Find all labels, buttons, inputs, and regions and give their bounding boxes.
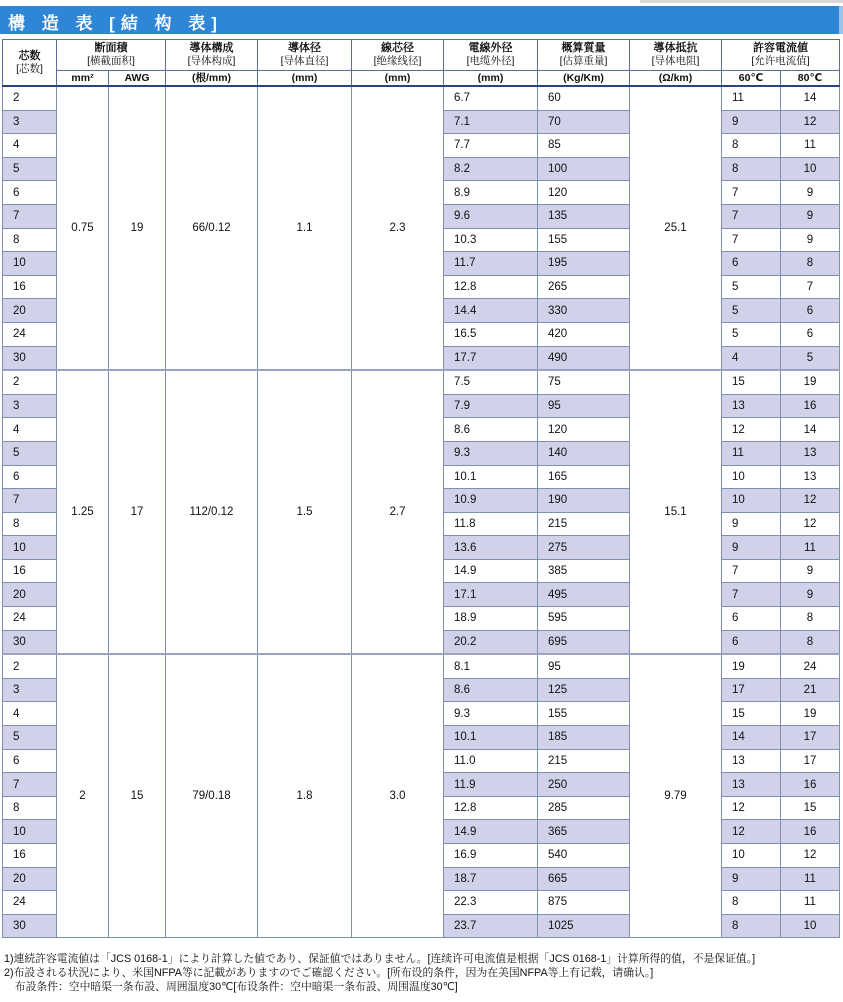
cell-60c: 8 (722, 134, 781, 158)
cell-weight: 195 (538, 252, 630, 276)
cell-cores: 3 (3, 110, 57, 134)
cell-80c: 12 (781, 844, 840, 868)
header-cond-dia-unit: (mm) (258, 71, 352, 87)
cell-outer: 10.1 (444, 465, 538, 489)
cell-80c: 17 (781, 749, 840, 773)
cell-60c: 17 (722, 678, 781, 702)
cell-weight: 540 (538, 844, 630, 868)
table-header (3, 40, 840, 87)
cell-outer: 8.2 (444, 157, 538, 181)
cell-cores: 5 (3, 726, 57, 750)
cell-80c: 10 (781, 157, 840, 181)
cell-cores: 8 (3, 512, 57, 536)
cell-cores: 7 (3, 204, 57, 228)
header-cond-dia: 導体径 [导体直径] (258, 40, 352, 71)
cell-60c: 6 (722, 630, 781, 654)
cell-cores: 4 (3, 134, 57, 158)
cell-resist: 9.79 (630, 654, 722, 938)
footnote-1: 1)連続許容電流値は「JCS 0168-1」により計算した値であり、保証値ではありません。[连续许可电流值是根据「JCS 0168-1」计算所得的值，不是保证值。] (4, 953, 756, 965)
cell-weight: 330 (538, 299, 630, 323)
cell-60c: 12 (722, 820, 781, 844)
header-resist: 導体抵抗 [导体电阻] (630, 40, 722, 71)
cell-weight: 420 (538, 322, 630, 346)
cell-80c: 7 (781, 275, 840, 299)
cell-cores: 6 (3, 465, 57, 489)
cell-resist: 25.1 (630, 86, 722, 370)
cell-outer: 10.1 (444, 726, 538, 750)
cell-weight: 695 (538, 630, 630, 654)
cell-outer: 7.7 (444, 134, 538, 158)
cell-outer: 7.1 (444, 110, 538, 134)
cell-80c: 11 (781, 536, 840, 560)
cell-80c: 14 (781, 418, 840, 442)
cell-outer: 23.7 (444, 914, 538, 938)
cell-cores: 10 (3, 536, 57, 560)
cell-outer: 11.0 (444, 749, 538, 773)
cell-60c: 19 (722, 654, 781, 678)
cell-weight: 875 (538, 891, 630, 915)
cell-cores: 6 (3, 749, 57, 773)
cell-60c: 7 (722, 181, 781, 205)
cell-mm2: 2 (57, 654, 109, 938)
cell-80c: 13 (781, 441, 840, 465)
cell-weight: 70 (538, 110, 630, 134)
cell-60c: 5 (722, 299, 781, 323)
cell-weight: 385 (538, 559, 630, 583)
cell-outer: 6.7 (444, 86, 538, 110)
cell-80c: 8 (781, 630, 840, 654)
cell-outer: 9.6 (444, 204, 538, 228)
table-body (3, 86, 840, 938)
cell-cores: 24 (3, 607, 57, 631)
cell-cores: 2 (3, 86, 57, 110)
cell-weight: 665 (538, 867, 630, 891)
header-current: 許容電流値 [允许电流值] (722, 40, 840, 71)
cell-60c: 9 (722, 110, 781, 134)
header-outer-unit: (mm) (444, 71, 538, 87)
cell-outer: 22.3 (444, 891, 538, 915)
cell-cores: 10 (3, 252, 57, 276)
cell-cores: 6 (3, 181, 57, 205)
cell-80c: 11 (781, 134, 840, 158)
header-ins-dia-unit: (mm) (352, 71, 444, 87)
cell-resist: 15.1 (630, 370, 722, 654)
cell-ins-dia: 2.7 (352, 370, 444, 654)
cell-cores: 5 (3, 157, 57, 181)
cell-outer: 8.1 (444, 654, 538, 678)
cell-80c: 9 (781, 559, 840, 583)
cell-cores: 5 (3, 441, 57, 465)
cell-60c: 8 (722, 914, 781, 938)
cell-outer: 9.3 (444, 441, 538, 465)
cell-cores: 4 (3, 418, 57, 442)
table-row (3, 370, 840, 394)
footnote-2: 2)布設される状況により、米国NFPA等に記載がありますのでご確認ください。[所布设的条件，因为在美国NFPA等上有记载，请确认。] (4, 967, 654, 979)
header-80c: 80℃ (781, 71, 840, 87)
cell-cond-dia: 1.5 (258, 370, 352, 654)
cell-60c: 14 (722, 726, 781, 750)
cell-outer: 17.7 (444, 346, 538, 370)
cell-80c: 19 (781, 702, 840, 726)
cell-80c: 14 (781, 86, 840, 110)
cell-60c: 9 (722, 867, 781, 891)
cell-80c: 11 (781, 867, 840, 891)
cell-80c: 16 (781, 820, 840, 844)
cell-weight: 1025 (538, 914, 630, 938)
cell-outer: 14.9 (444, 559, 538, 583)
cell-60c: 12 (722, 796, 781, 820)
cell-cond-dia: 1.1 (258, 86, 352, 370)
cell-80c: 16 (781, 394, 840, 418)
header-awg: AWG (109, 71, 166, 87)
cell-outer: 16.5 (444, 322, 538, 346)
cell-cores: 16 (3, 559, 57, 583)
cell-weight: 190 (538, 489, 630, 513)
cell-80c: 6 (781, 299, 840, 323)
cell-cores: 24 (3, 891, 57, 915)
cell-60c: 12 (722, 418, 781, 442)
cell-outer: 10.9 (444, 489, 538, 513)
cell-cores: 2 (3, 370, 57, 394)
cell-outer: 13.6 (444, 536, 538, 560)
cell-80c: 9 (781, 228, 840, 252)
cell-80c: 24 (781, 654, 840, 678)
cell-outer: 7.5 (444, 370, 538, 394)
cell-60c: 9 (722, 536, 781, 560)
header-ins-dia: 線芯径 [绝缘线径] (352, 40, 444, 71)
cell-outer: 14.9 (444, 820, 538, 844)
cell-60c: 6 (722, 607, 781, 631)
cell-weight: 165 (538, 465, 630, 489)
cell-cores: 10 (3, 820, 57, 844)
cell-60c: 15 (722, 702, 781, 726)
cell-60c: 8 (722, 157, 781, 181)
cell-cores: 7 (3, 489, 57, 513)
cell-80c: 6 (781, 322, 840, 346)
cell-60c: 6 (722, 252, 781, 276)
cell-outer: 16.9 (444, 844, 538, 868)
cell-outer: 18.7 (444, 867, 538, 891)
cell-cores: 20 (3, 583, 57, 607)
cell-weight: 95 (538, 394, 630, 418)
cell-cores: 7 (3, 773, 57, 797)
cell-cores: 8 (3, 228, 57, 252)
cell-weight: 95 (538, 654, 630, 678)
cell-weight: 595 (538, 607, 630, 631)
header-resist-unit: (Ω/km) (630, 71, 722, 87)
cell-mm2: 1.25 (57, 370, 109, 654)
cell-outer: 7.9 (444, 394, 538, 418)
cell-80c: 9 (781, 181, 840, 205)
cell-weight: 120 (538, 181, 630, 205)
cell-cores: 3 (3, 678, 57, 702)
footnotes (4, 952, 840, 994)
title-bar-edge (839, 6, 843, 34)
cell-80c: 5 (781, 346, 840, 370)
cell-80c: 19 (781, 370, 840, 394)
cell-cores: 20 (3, 299, 57, 323)
cell-ins-dia: 3.0 (352, 654, 444, 938)
header-conductor-unit: (根/mm) (166, 71, 258, 87)
cell-80c: 21 (781, 678, 840, 702)
cell-weight: 75 (538, 370, 630, 394)
structure-table (2, 39, 840, 938)
cell-weight: 135 (538, 204, 630, 228)
cell-weight: 215 (538, 749, 630, 773)
cell-outer: 9.3 (444, 702, 538, 726)
cell-weight: 285 (538, 796, 630, 820)
cell-cores: 16 (3, 275, 57, 299)
cell-60c: 11 (722, 441, 781, 465)
cell-outer: 8.6 (444, 678, 538, 702)
cell-60c: 13 (722, 749, 781, 773)
cell-60c: 8 (722, 891, 781, 915)
title-bar (0, 6, 843, 34)
cell-conductor: 79/0.18 (166, 654, 258, 938)
cell-cores: 30 (3, 914, 57, 938)
table-row (3, 654, 840, 678)
cell-80c: 16 (781, 773, 840, 797)
cell-cores: 24 (3, 322, 57, 346)
cell-weight: 185 (538, 726, 630, 750)
cell-ins-dia: 2.3 (352, 86, 444, 370)
cell-weight: 265 (538, 275, 630, 299)
cell-60c: 7 (722, 559, 781, 583)
cell-60c: 7 (722, 583, 781, 607)
cell-weight: 365 (538, 820, 630, 844)
cell-60c: 10 (722, 489, 781, 513)
cell-60c: 11 (722, 86, 781, 110)
cell-cores: 4 (3, 702, 57, 726)
cell-weight: 125 (538, 678, 630, 702)
cell-outer: 8.9 (444, 181, 538, 205)
cell-conductor: 112/0.12 (166, 370, 258, 654)
cell-weight: 140 (538, 441, 630, 465)
cell-outer: 11.8 (444, 512, 538, 536)
cell-outer: 17.1 (444, 583, 538, 607)
cell-awg: 19 (109, 86, 166, 370)
cell-60c: 9 (722, 512, 781, 536)
cell-weight: 60 (538, 86, 630, 110)
cell-80c: 10 (781, 914, 840, 938)
cell-60c: 5 (722, 275, 781, 299)
cell-weight: 155 (538, 228, 630, 252)
cell-outer: 18.9 (444, 607, 538, 631)
cell-cores: 2 (3, 654, 57, 678)
cell-awg: 15 (109, 654, 166, 938)
cell-outer: 12.8 (444, 796, 538, 820)
cell-weight: 85 (538, 134, 630, 158)
cell-mm2: 0.75 (57, 86, 109, 370)
header-mm2: mm² (57, 71, 109, 87)
cell-cores: 16 (3, 844, 57, 868)
cell-60c: 13 (722, 394, 781, 418)
cell-conductor: 66/0.12 (166, 86, 258, 370)
cell-outer: 11.9 (444, 773, 538, 797)
cell-weight: 250 (538, 773, 630, 797)
cell-weight: 155 (538, 702, 630, 726)
cell-80c: 11 (781, 891, 840, 915)
cell-cond-dia: 1.8 (258, 654, 352, 938)
cell-awg: 17 (109, 370, 166, 654)
top-divider (640, 0, 843, 3)
cell-cores: 20 (3, 867, 57, 891)
cell-80c: 12 (781, 110, 840, 134)
cell-80c: 9 (781, 583, 840, 607)
cell-cores: 30 (3, 346, 57, 370)
cell-80c: 15 (781, 796, 840, 820)
cell-60c: 7 (722, 204, 781, 228)
cell-weight: 495 (538, 583, 630, 607)
cell-weight: 120 (538, 418, 630, 442)
cell-60c: 10 (722, 465, 781, 489)
header-outer: 電線外径 [电缆外径] (444, 40, 538, 71)
header-60c: 60℃ (722, 71, 781, 87)
cell-60c: 7 (722, 228, 781, 252)
cell-80c: 12 (781, 512, 840, 536)
cell-weight: 490 (538, 346, 630, 370)
cell-60c: 15 (722, 370, 781, 394)
cell-outer: 10.3 (444, 228, 538, 252)
cell-80c: 8 (781, 252, 840, 276)
header-conductor: 導体構成 [导体构成] (166, 40, 258, 71)
header-weight: 概算質量 [估算重量] (538, 40, 630, 71)
cell-weight: 215 (538, 512, 630, 536)
cell-outer: 12.8 (444, 275, 538, 299)
cell-outer: 14.4 (444, 299, 538, 323)
cell-80c: 12 (781, 489, 840, 513)
cell-60c: 13 (722, 773, 781, 797)
table-row (3, 86, 840, 110)
footnote-3: 布設条件：空中暗渠一条布設、周囲温度30℃[布设条件：空中暗渠一条布設、周围温度30℃] (4, 981, 458, 993)
cell-60c: 5 (722, 322, 781, 346)
header-area: 断面積 [横截面积] (57, 40, 166, 71)
cell-outer: 8.6 (444, 418, 538, 442)
cell-cores: 30 (3, 630, 57, 654)
cell-outer: 11.7 (444, 252, 538, 276)
cell-cores: 8 (3, 796, 57, 820)
cell-cores: 3 (3, 394, 57, 418)
cell-weight: 275 (538, 536, 630, 560)
cell-80c: 13 (781, 465, 840, 489)
cell-weight: 100 (538, 157, 630, 181)
cell-60c: 4 (722, 346, 781, 370)
cell-60c: 10 (722, 844, 781, 868)
header-weight-unit: (Kg/Km) (538, 71, 630, 87)
cell-80c: 9 (781, 204, 840, 228)
cell-80c: 8 (781, 607, 840, 631)
cell-outer: 20.2 (444, 630, 538, 654)
cell-80c: 17 (781, 726, 840, 750)
header-cores: 芯数 [芯数] (3, 40, 57, 87)
page-title: 構 造 表 [結 构 表] (8, 14, 223, 33)
